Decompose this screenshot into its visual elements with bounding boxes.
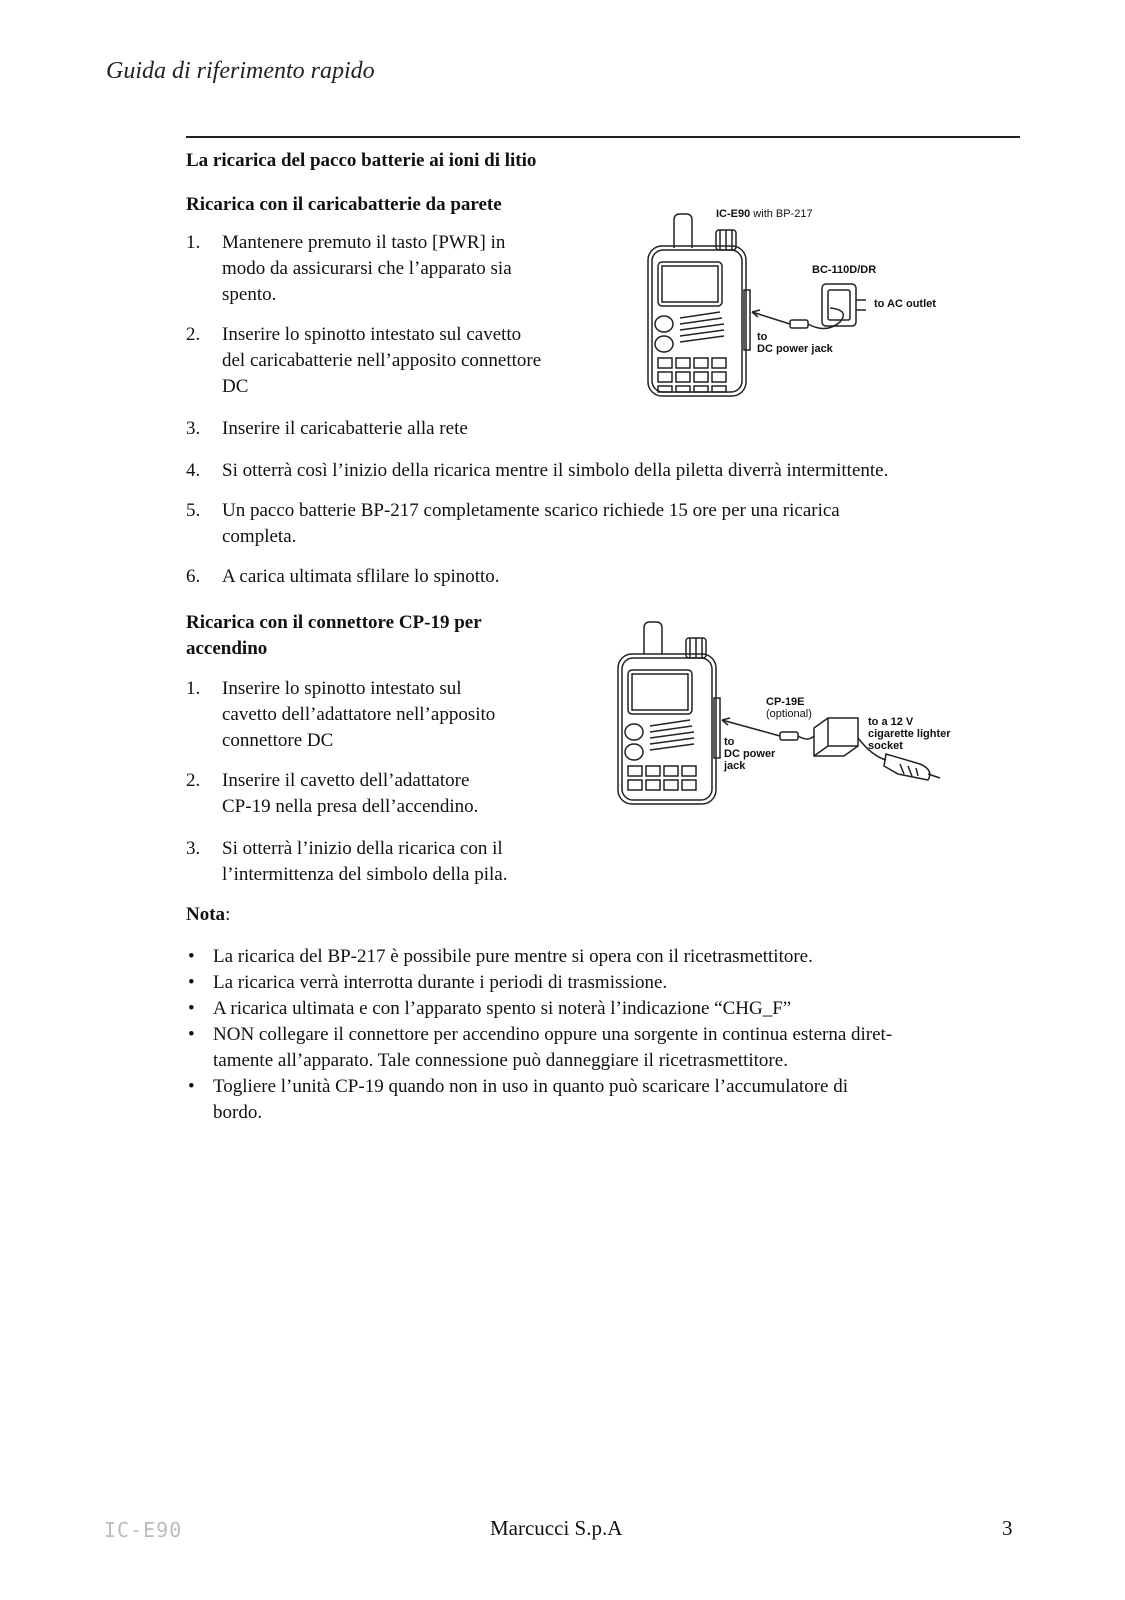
model-label-rest: with BP-217 — [750, 208, 813, 220]
figure-label-model — [716, 208, 813, 220]
subsection-title-cp19-line: Ricarica con il connettore CP-19 per — [186, 612, 482, 633]
model-label-bold: IC-E90 — [716, 208, 751, 220]
step-number: 2. — [186, 770, 201, 791]
figure-label-socket-3: socket — [868, 740, 903, 752]
note-bullet-line: Togliere l’unità CP-19 quando non in uso in quanto può scaricare l’accumulatore di — [213, 1076, 848, 1097]
figure-wall-charger — [640, 200, 960, 410]
figure-label-jack: jack — [724, 760, 746, 772]
figure-label-outlet: to AC outlet — [874, 298, 936, 310]
step-number: 2. — [186, 324, 201, 345]
note-bullet-line: bordo. — [213, 1102, 263, 1123]
figure-label-adapter-note: (optional) — [766, 708, 812, 720]
step-text-line: Inserire il caricabatterie alla rete — [222, 418, 468, 439]
note-heading — [186, 902, 230, 928]
step-text-line: spento. — [222, 284, 277, 305]
step-text-line: cavetto dell’adattatore nell’apposito — [222, 704, 496, 725]
figure-label-socket-1: to a 12 V — [868, 716, 914, 728]
bullet-marker: • — [188, 1076, 195, 1097]
figure-label-jack: DC power jack — [757, 343, 833, 355]
step-text-line: Mantenere premuto il tasto [PWR] in — [222, 232, 506, 253]
step-number: 6. — [186, 566, 201, 587]
step-text-line: Un pacco batterie BP-217 completamente scarico richiede 15 ore per una ricarica — [222, 500, 840, 521]
step-text-line: CP-19 nella presa dell’accendino. — [222, 796, 479, 817]
step-text-line: modo da assicurarsi che l’apparato sia — [222, 258, 512, 279]
bullet-marker: • — [188, 1024, 195, 1045]
step-text-line: l’intermittenza del simbolo della pila. — [222, 864, 508, 885]
step-text-line: DC — [222, 376, 249, 397]
figure-label-socket-2: cigarette lighter — [868, 728, 951, 740]
step-number: 3. — [186, 838, 201, 859]
step-text-line: Si otterrà così l’inizio della ricarica mentre il simbolo della piletta diverrà intermittente. — [222, 460, 889, 481]
step-text-line: Inserire lo spinotto intestato sul — [222, 678, 462, 699]
note-bullet-line: NON collegare il connettore per accendino oppure una sorgente in continua esterna diret- — [213, 1024, 893, 1045]
step-number: 4. — [186, 460, 201, 481]
step-text-line: connettore DC — [222, 730, 334, 751]
bullet-marker: • — [188, 946, 195, 967]
note-bullet-line: tamente all’apparato. Tale connessione può danneggiare il ricetrasmettitore. — [213, 1050, 788, 1071]
page-number: 3 — [1002, 1516, 1013, 1540]
bullet-marker: • — [188, 972, 195, 993]
figure-label-jack-to: to — [724, 736, 735, 748]
step-number: 1. — [186, 678, 201, 699]
step-text-line: Inserire lo spinotto intestato sul cavetto — [222, 324, 522, 345]
subsection-title-wall-charger: Ricarica con il caricabatterie da parete — [186, 194, 502, 215]
step-number: 5. — [186, 500, 201, 521]
figure-label-jack-to: to — [757, 331, 768, 343]
subsection-title-cp19-line: accendino — [186, 638, 268, 659]
section-title: La ricarica del pacco batterie ai ioni di litio — [186, 150, 537, 171]
footer-model-logo: IC-E90 — [104, 1518, 183, 1542]
page-header-title: Guida di riferimento rapido — [106, 58, 375, 84]
figure-label-charger: BC-110D/DR — [812, 264, 877, 276]
figure-label-adapter: CP-19E — [766, 696, 805, 708]
note-bullet-line: La ricarica del BP-217 è possibile pure mentre si opera con il ricetrasmettitore. — [213, 946, 813, 967]
step-text-line: Si otterrà l’inizio della ricarica con il — [222, 838, 503, 859]
step-text-line: completa. — [222, 526, 297, 547]
step-number: 1. — [186, 232, 201, 253]
note-bullet-line: A ricarica ultimata e con l’apparato spento si noterà l’indicazione “CHG_F” — [213, 998, 792, 1019]
step-text-line: A carica ultimata sflilare lo spinotto. — [222, 566, 500, 587]
figure-label-jack-dc: DC power — [724, 748, 776, 760]
figure-cp19 — [610, 618, 970, 808]
note-bullet-line: La ricarica verrà interrotta durante i periodi di trasmissione. — [213, 972, 668, 993]
step-text-line: Inserire il cavetto dell’adattatore — [222, 770, 470, 791]
step-text-line: del caricabatterie nell’apposito connettore — [222, 350, 542, 371]
bullet-marker: • — [188, 998, 195, 1019]
footer-company: Marcucci S.p.A — [490, 1516, 623, 1540]
note-colon: : — [225, 904, 231, 925]
step-number: 3. — [186, 418, 201, 439]
note-label: Nota — [186, 904, 226, 925]
header-rule — [186, 136, 1020, 138]
